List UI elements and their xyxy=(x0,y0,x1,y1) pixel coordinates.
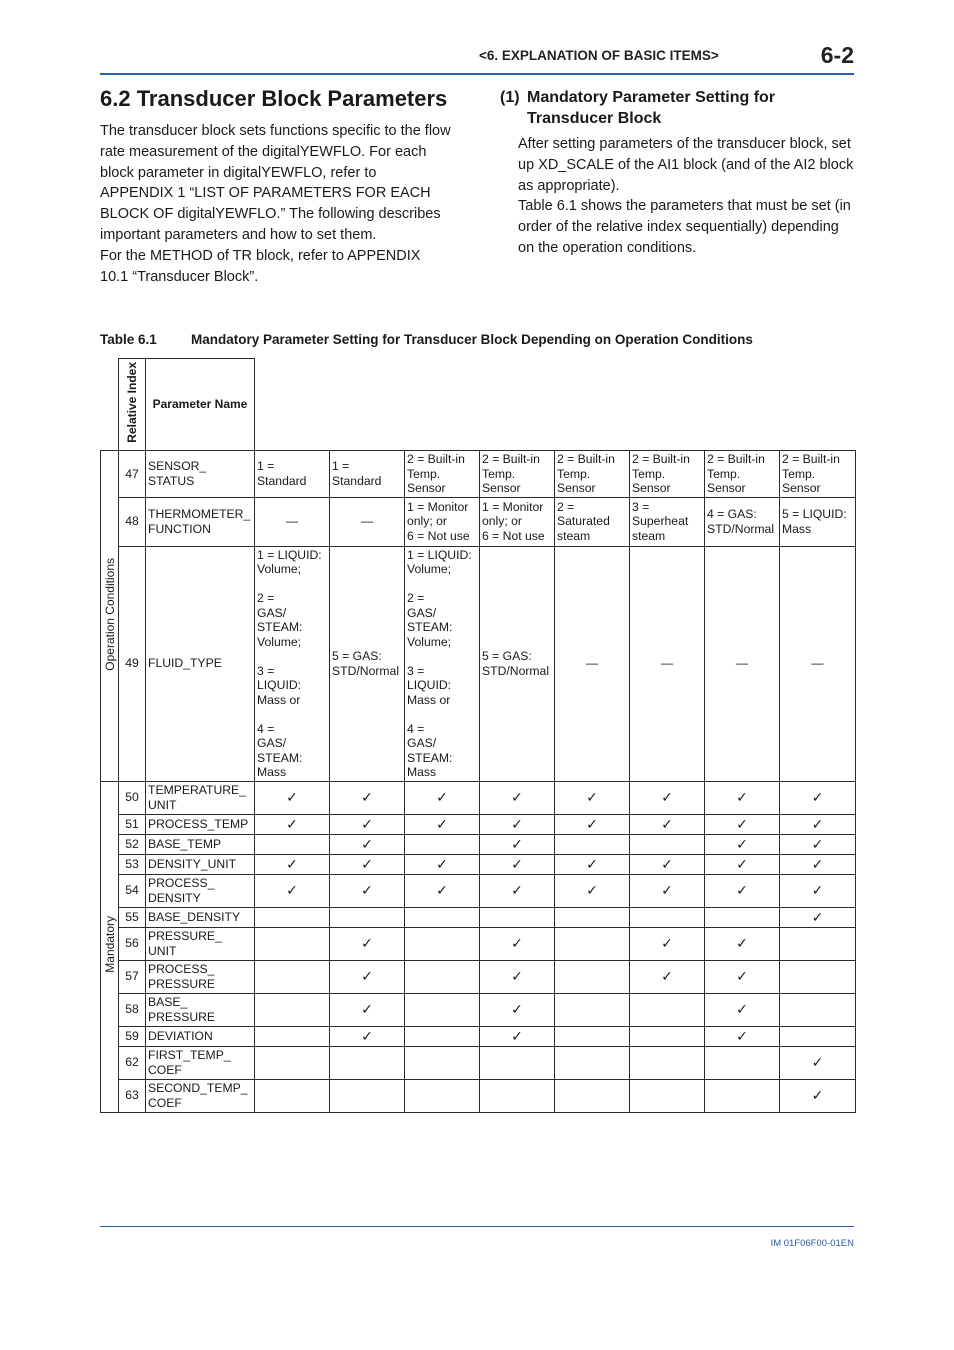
mandatory-row xyxy=(101,960,856,993)
check-icon: ✓ xyxy=(630,814,705,834)
subsection-paragraph: After setting parameters of the transducer block, set up XD_SCALE of the AI1 block (and of the AI2 block as appropriate). xyxy=(518,136,854,194)
section-paragraph: The transducer block sets functions specific to the flow rate measurement of the digitalYEWFLO. For each block parameter in digitalYEWFLO, refer to APPENDIX 1 “LIST OF PARAMETERS FOR EACH BLOCK OF digitalYEWFLO.” The following describes important parameters and how to set them. xyxy=(100,123,451,243)
empty-cell xyxy=(555,1026,630,1046)
setting-cell: 1 = Standard xyxy=(330,451,405,498)
check-icon: ✓ xyxy=(480,834,555,854)
relative-index: 47 xyxy=(119,451,146,498)
setting-cell: 1 = LIQUID: Volume; 2 = GAS/ STEAM: Volume; 3 = LIQUID: Mass or 4 = GAS/ STEAM: Mass xyxy=(405,546,480,781)
check-icon: ✓ xyxy=(480,1026,555,1046)
empty-cell xyxy=(480,907,555,927)
empty-cell xyxy=(255,907,330,927)
parameter-table xyxy=(100,358,856,1113)
empty-cell xyxy=(630,1079,705,1112)
empty-cell xyxy=(780,927,856,960)
parameter-name: SECOND_TEMP_ COEF xyxy=(146,1079,255,1112)
empty-cell xyxy=(255,1046,330,1079)
mandatory-row xyxy=(101,834,856,854)
mandatory-row xyxy=(101,1026,856,1046)
section-body xyxy=(100,121,452,287)
check-icon: ✓ xyxy=(480,927,555,960)
empty-cell xyxy=(480,1046,555,1079)
check-icon: ✓ xyxy=(705,927,780,960)
empty-cell xyxy=(555,1046,630,1079)
header-blank xyxy=(255,359,856,451)
parameter-name: PROCESS_ DENSITY xyxy=(146,874,255,907)
check-icon: ✓ xyxy=(330,874,405,907)
check-icon: ✓ xyxy=(480,854,555,874)
check-icon: ✓ xyxy=(705,834,780,854)
parameter-name: PROCESS_ PRESSURE xyxy=(146,960,255,993)
mandatory-row xyxy=(101,814,856,834)
mandatory-row xyxy=(101,927,856,960)
not-applicable-cell: — xyxy=(555,546,630,781)
empty-cell xyxy=(630,993,705,1026)
parameter-name: BASE_DENSITY xyxy=(146,907,255,927)
empty-cell xyxy=(255,960,330,993)
check-icon: ✓ xyxy=(405,854,480,874)
parameter-name: PROCESS_TEMP xyxy=(146,814,255,834)
setting-cell: 1 = LIQUID: Volume; 2 = GAS/ STEAM: Volume; 3 = LIQUID: Mass or 4 = GAS/ STEAM: Mass xyxy=(255,546,330,781)
setting-cell: 2 = Built-in Temp. Sensor xyxy=(405,451,480,498)
operation-conditions-group xyxy=(101,451,119,782)
relative-index: 56 xyxy=(119,927,146,960)
relative-index: 54 xyxy=(119,874,146,907)
check-icon: ✓ xyxy=(330,960,405,993)
empty-cell xyxy=(405,1026,480,1046)
empty-cell xyxy=(330,1046,405,1079)
check-icon: ✓ xyxy=(630,854,705,874)
check-icon: ✓ xyxy=(480,960,555,993)
check-icon: ✓ xyxy=(255,874,330,907)
parameter-name: FIRST_TEMP_ COEF xyxy=(146,1046,255,1079)
setting-cell: 5 = LIQUID: Mass xyxy=(780,497,856,546)
check-icon: ✓ xyxy=(705,854,780,874)
check-icon: ✓ xyxy=(330,834,405,854)
relative-index: 49 xyxy=(119,546,146,781)
subsection-title-line2: Transducer Block xyxy=(527,110,662,127)
check-icon: ✓ xyxy=(480,874,555,907)
empty-cell xyxy=(630,907,705,927)
table-label: Table 6.1 xyxy=(100,332,157,347)
relative-index: 55 xyxy=(119,907,146,927)
mandatory-row xyxy=(101,874,856,907)
relative-index: 53 xyxy=(119,854,146,874)
check-icon: ✓ xyxy=(480,993,555,1026)
empty-cell xyxy=(330,907,405,927)
section-title: 6.2 Transducer Block Parameters xyxy=(100,86,448,111)
table-caption-text: Mandatory Parameter Setting for Transducer Block Depending on Operation Conditions xyxy=(191,332,753,347)
check-icon: ✓ xyxy=(330,854,405,874)
section-paragraph: For the METHOD of TR block, refer to APPENDIX 10.1 “Transducer Block”. xyxy=(100,247,421,285)
operation-conditions-label: Operation Conditions xyxy=(103,557,117,671)
empty-cell xyxy=(555,834,630,854)
check-icon: ✓ xyxy=(555,814,630,834)
setting-cell: 1 = Standard xyxy=(255,451,330,498)
setting-cell: 5 = GAS: STD/Normal xyxy=(330,546,405,781)
empty-cell xyxy=(405,1079,480,1112)
relative-index: 51 xyxy=(119,814,146,834)
setting-cell: 2 = Built-in Temp. Sensor xyxy=(705,451,780,498)
subsection-paragraph: Table 6.1 shows the parameters that must be set (in order of the relative index sequentially) depending on the operation conditions. xyxy=(518,198,851,256)
parameter-name: DENSITY_UNIT xyxy=(146,854,255,874)
check-icon: ✓ xyxy=(555,854,630,874)
check-icon: ✓ xyxy=(705,814,780,834)
setting-cell: 2 = Built-in Temp. Sensor xyxy=(555,451,630,498)
relative-index: 62 xyxy=(119,1046,146,1079)
empty-cell xyxy=(255,993,330,1026)
check-icon: ✓ xyxy=(480,814,555,834)
parameter-name: SENSOR_ STATUS xyxy=(146,451,255,498)
empty-cell xyxy=(555,960,630,993)
relative-index: 50 xyxy=(119,781,146,814)
setting-cell: 2 = Built-in Temp. Sensor xyxy=(480,451,555,498)
not-applicable-cell: — xyxy=(780,546,856,781)
footer-doc-number: IM 01F06F00-01EN xyxy=(770,1238,854,1249)
not-applicable-cell: — xyxy=(630,546,705,781)
mandatory-row xyxy=(101,907,856,927)
setting-cell: 2 = Saturated steam xyxy=(555,497,630,546)
parameter-name-header: Parameter Name xyxy=(146,359,255,451)
empty-cell xyxy=(555,993,630,1026)
check-icon: ✓ xyxy=(780,814,856,834)
empty-cell xyxy=(705,1046,780,1079)
empty-cell xyxy=(555,1079,630,1112)
check-icon: ✓ xyxy=(705,960,780,993)
check-icon: ✓ xyxy=(405,814,480,834)
not-applicable-cell: — xyxy=(330,497,405,546)
empty-cell xyxy=(330,1079,405,1112)
empty-cell xyxy=(705,907,780,927)
check-icon: ✓ xyxy=(780,781,856,814)
parameter-name: PRESSURE_ UNIT xyxy=(146,927,255,960)
empty-cell xyxy=(255,1026,330,1046)
check-icon: ✓ xyxy=(780,1079,856,1112)
empty-cell xyxy=(555,907,630,927)
check-icon: ✓ xyxy=(405,874,480,907)
empty-cell xyxy=(780,993,856,1026)
footer-rule xyxy=(100,1226,854,1227)
subsection-title xyxy=(500,87,820,129)
check-icon: ✓ xyxy=(630,960,705,993)
check-icon: ✓ xyxy=(780,1046,856,1079)
relative-index: 48 xyxy=(119,497,146,546)
empty-cell xyxy=(780,1026,856,1046)
empty-cell xyxy=(405,1046,480,1079)
check-icon: ✓ xyxy=(255,781,330,814)
relative-index: 58 xyxy=(119,993,146,1026)
check-icon: ✓ xyxy=(555,874,630,907)
setting-cell: 2 = Built-in Temp. Sensor xyxy=(780,451,856,498)
check-icon: ✓ xyxy=(630,874,705,907)
subsection-number: (1) xyxy=(500,89,520,106)
parameter-name: TEMPERATURE_ UNIT xyxy=(146,781,255,814)
empty-cell xyxy=(405,993,480,1026)
relative-index-header: Relative Index xyxy=(119,359,146,451)
parameter-name: FLUID_TYPE xyxy=(146,546,255,781)
parameter-name: DEVIATION xyxy=(146,1026,255,1046)
mandatory-row xyxy=(101,854,856,874)
empty-cell xyxy=(480,1079,555,1112)
parameter-name: THERMOMETER_ FUNCTION xyxy=(146,497,255,546)
relative-index: 57 xyxy=(119,960,146,993)
check-icon: ✓ xyxy=(330,1026,405,1046)
subsection-body xyxy=(518,134,858,259)
check-icon: ✓ xyxy=(630,781,705,814)
header-section-title: <6. EXPLANATION OF BASIC ITEMS> xyxy=(479,48,719,63)
table-caption xyxy=(100,332,753,347)
header-spacer xyxy=(101,359,119,451)
operation-row xyxy=(101,451,856,498)
operation-row xyxy=(101,497,856,546)
check-icon: ✓ xyxy=(780,907,856,927)
mandatory-label: Mandatory xyxy=(103,916,117,974)
check-icon: ✓ xyxy=(255,814,330,834)
check-icon: ✓ xyxy=(780,874,856,907)
empty-cell xyxy=(405,927,480,960)
mandatory-group xyxy=(101,781,119,1112)
check-icon: ✓ xyxy=(330,781,405,814)
check-icon: ✓ xyxy=(255,854,330,874)
mandatory-row xyxy=(101,1079,856,1112)
parameter-name: BASE_TEMP xyxy=(146,834,255,854)
check-icon: ✓ xyxy=(630,927,705,960)
empty-cell xyxy=(555,927,630,960)
check-icon: ✓ xyxy=(780,834,856,854)
mandatory-row xyxy=(101,993,856,1026)
check-icon: ✓ xyxy=(480,781,555,814)
check-icon: ✓ xyxy=(330,993,405,1026)
check-icon: ✓ xyxy=(705,874,780,907)
empty-cell xyxy=(405,960,480,993)
parameter-name: BASE_ PRESSURE xyxy=(146,993,255,1026)
setting-cell: 1 = Monitor only; or 6 = Not use xyxy=(480,497,555,546)
subsection-title-line1: Mandatory Parameter Setting for xyxy=(527,89,776,106)
empty-cell xyxy=(405,834,480,854)
check-icon: ✓ xyxy=(405,781,480,814)
empty-cell xyxy=(630,1026,705,1046)
check-icon: ✓ xyxy=(555,781,630,814)
relative-index: 63 xyxy=(119,1079,146,1112)
empty-cell xyxy=(780,960,856,993)
not-applicable-cell: — xyxy=(255,497,330,546)
relative-index: 59 xyxy=(119,1026,146,1046)
empty-cell xyxy=(630,834,705,854)
table-header-row xyxy=(101,359,856,451)
check-icon: ✓ xyxy=(330,814,405,834)
setting-cell: 5 = GAS: STD/Normal xyxy=(480,546,555,781)
empty-cell xyxy=(630,1046,705,1079)
setting-cell: 2 = Built-in Temp. Sensor xyxy=(630,451,705,498)
check-icon: ✓ xyxy=(330,927,405,960)
operation-row xyxy=(101,546,856,781)
check-icon: ✓ xyxy=(705,1026,780,1046)
empty-cell xyxy=(255,1079,330,1112)
page-number: 6-2 xyxy=(820,42,854,68)
check-icon: ✓ xyxy=(705,993,780,1026)
check-icon: ✓ xyxy=(705,781,780,814)
setting-cell: 1 = Monitor only; or 6 = Not use xyxy=(405,497,480,546)
header-rule xyxy=(100,73,854,75)
not-applicable-cell: — xyxy=(705,546,780,781)
check-icon: ✓ xyxy=(780,854,856,874)
empty-cell xyxy=(255,927,330,960)
setting-cell: 4 = GAS: STD/Normal xyxy=(705,497,780,546)
mandatory-row xyxy=(101,1046,856,1079)
mandatory-row xyxy=(101,781,856,814)
empty-cell xyxy=(705,1079,780,1112)
setting-cell: 3 = Superheat steam xyxy=(630,497,705,546)
empty-cell xyxy=(255,834,330,854)
empty-cell xyxy=(405,907,480,927)
relative-index: 52 xyxy=(119,834,146,854)
